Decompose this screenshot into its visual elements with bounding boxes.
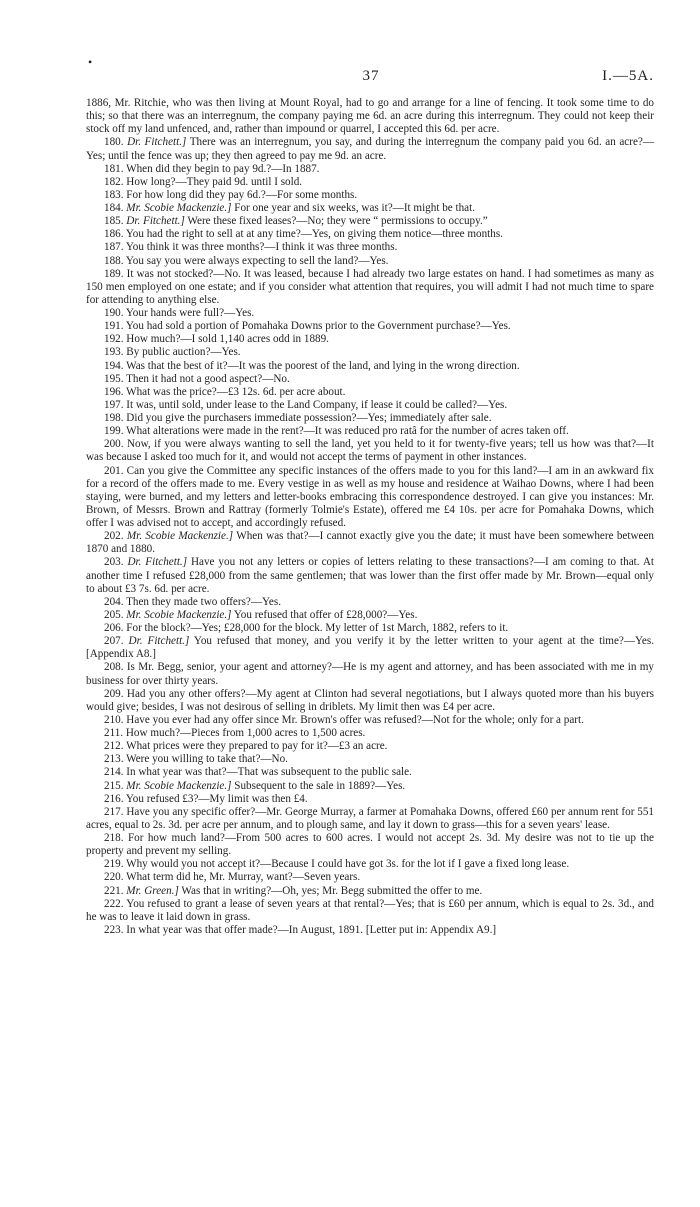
- question-number: 189.: [104, 267, 124, 280]
- testimony-paragraph: [86, 806, 654, 832]
- question-number: 197.: [104, 398, 124, 411]
- testimony-paragraph: [86, 793, 654, 806]
- testimony-text: For how much land?—From 500 acres to 600 acres. I would not accept 2s. 3d. My desire was not to tie up the property and prevent my selling.: [86, 832, 654, 858]
- testimony-paragraph: [86, 320, 654, 333]
- question-number: 190.: [104, 307, 124, 319]
- question-number: 217.: [104, 805, 124, 818]
- testimony-paragraph: [86, 530, 654, 556]
- testimony-paragraph: [86, 189, 654, 202]
- testimony-text: Have you ever had any offer since Mr. Brown's offer was refused?—Not for the whole; only for a part.: [126, 713, 584, 726]
- speaker-name: Mr. Green.]: [126, 884, 179, 897]
- testimony-text: How long?—They paid 9d. until I sold.: [126, 175, 303, 188]
- testimony-paragraph: [86, 753, 654, 766]
- question-number: 204.: [104, 595, 124, 608]
- testimony-paragraph: [86, 136, 654, 162]
- speaker-name: Mr. Scobie Mackenzie.]: [126, 530, 234, 543]
- page-mark: •: [88, 55, 93, 69]
- testimony-paragraph: [86, 228, 654, 241]
- question-number: 186.: [104, 228, 124, 241]
- testimony-paragraph: [86, 386, 654, 399]
- testimony-text: Was that the best of it?—It was the poorest of the land, and lying in the wrong direction.: [126, 359, 520, 372]
- testimony-text: It was, until sold, under lease to the Land Company, if lease it could be called?—Yes.: [126, 398, 508, 411]
- testimony-text: Was that in writing?—Oh, yes; Mr. Begg submitted the offer to me.: [181, 884, 483, 897]
- testimony-paragraph: [86, 556, 654, 595]
- testimony-text: What term did he, Mr. Murray, want?—Seven years.: [126, 871, 361, 884]
- testimony-paragraph: [86, 176, 654, 189]
- testimony-paragraph: [86, 255, 654, 268]
- speaker-name: Mr. Scobie Mackenzie.]: [126, 202, 232, 214]
- speaker-name: Mr. Scobie Mackenzie.]: [126, 779, 232, 792]
- testimony-paragraph: [86, 438, 654, 464]
- question-number: 218.: [104, 832, 124, 844]
- testimony-paragraph: [86, 740, 654, 753]
- testimony-text: You refused to grant a lease of seven years at that rental?—Yes; that is £60 per annum, which is equal to 2s. 3d., and he was to leave it laid down in grass.: [86, 897, 654, 923]
- testimony-paragraph: [86, 241, 654, 254]
- testimony-paragraph: [86, 688, 654, 714]
- question-number: 202.: [104, 530, 124, 543]
- question-number: 195.: [104, 372, 124, 385]
- testimony-text: What prices were they prepared to pay for it?—£3 an acre.: [126, 740, 388, 753]
- question-number: 215.: [104, 779, 124, 792]
- testimony-text: You refused £3?—My limit was then £4.: [125, 792, 308, 805]
- question-number: 221.: [104, 884, 124, 897]
- testimony-text: 1886, Mr. Ritchie, who was then living at Mount Royal, had to go and arrange for a line of fencing. It took some time to do this; so that there was an interregnum, the company paying me 6d. an acre during this interregnum. They could not keep their stock off my land unfenced, and, rather than impound or quarrel, I accepted this 6d. per acre.: [86, 97, 654, 136]
- question-number: 212.: [104, 740, 124, 753]
- testimony-text: Is Mr. Begg, senior, your agent and attorney?—He is my agent and attorney, and has been associated with me in my business for over thirty years.: [86, 661, 654, 687]
- question-number: 193.: [104, 346, 124, 359]
- testimony-text: Now, if you were always wanting to sell the land, yet you held to it for twenty-five years; tell us how was that?—It was because I asked too much for it, and would not accept the terms of payment in other instances.: [86, 438, 654, 464]
- question-number: 216.: [104, 792, 124, 805]
- testimony-paragraph: [86, 622, 654, 635]
- document-reference: I.—5A.: [602, 68, 654, 84]
- speaker-name: Dr. Fitchett.]: [126, 215, 185, 228]
- question-number: 208.: [104, 661, 124, 674]
- testimony-text: Were these fixed leases?—No; they were “ permissions to occupy.”: [187, 215, 488, 228]
- testimony-paragraph: [86, 307, 654, 320]
- testimony-text: How much?—I sold 1,140 acres odd in 1889.: [126, 333, 329, 346]
- testimony-text: Have you any specific offer?—Mr. George Murray, a farmer at Pomahaka Downs, offered £60 per annum rent for 551 acres, equal to 2s. 3d. per acre per annum, and to plough same, and lay it down to grass—this for a seven years' lease.: [86, 805, 654, 831]
- testimony-paragraph: [86, 661, 654, 687]
- testimony-text: You had sold a portion of Pomahaka Downs prior to the Government purchase?—Yes.: [125, 320, 511, 333]
- testimony-paragraph: [86, 832, 654, 858]
- question-number: 192.: [104, 333, 124, 346]
- testimony-text: There was an interregnum, you say, and during the interregnum the company paid you 6d. an acre?—Yes; until the fence was up; they then agreed to pay me 9d. an acre.: [86, 136, 654, 162]
- testimony-text: How much?—Pieces from 1,000 acres to 1,500 acres.: [125, 727, 366, 739]
- question-number: 205.: [104, 608, 124, 621]
- testimony-text: You had the right to sell at at any time?—Yes, on giving them notice—three months.: [125, 228, 503, 241]
- question-number: 200.: [104, 438, 124, 451]
- question-number: 210.: [104, 713, 124, 726]
- question-number: 207.: [104, 635, 124, 648]
- testimony-text: For how long did they pay 6d.?—For some months.: [126, 188, 358, 201]
- testimony-paragraph: [86, 714, 654, 727]
- question-number: 182.: [104, 175, 124, 188]
- testimony-paragraph: [86, 425, 654, 438]
- testimony-paragraph: [86, 635, 654, 661]
- testimony-paragraph: [86, 871, 654, 884]
- testimony-text: Have you not any letters or copies of letters relating to these transactions?—I am coming to that. At another time I refused £28,000 from the same gentlemen; that was lower than the first offer made by Mr. Brown—equal only to about £3 7s. 6d. per acre.: [86, 556, 654, 595]
- question-number: 187.: [104, 241, 124, 254]
- question-number: 199.: [104, 425, 124, 438]
- testimony-text: Then they made two offers?—Yes.: [126, 595, 282, 608]
- testimony-body: [86, 97, 654, 937]
- testimony-text: Were you willing to take that?—No.: [126, 753, 288, 766]
- testimony-text: It was not stocked?—No. It was leased, because I had already two large estates on hand. I had sometimes as many as 150 men employed on one estate; and if you consider what attention that requires, you will admit I had not much time to spare for attending to anything else.: [86, 267, 654, 306]
- question-number: 191.: [104, 320, 124, 333]
- testimony-text: In what year was that?—That was subsequent to the public sale.: [126, 766, 412, 779]
- testimony-text: You say you were always expecting to sell the land?—Yes.: [125, 254, 389, 267]
- question-number: 209.: [104, 687, 124, 700]
- testimony-paragraph: [86, 346, 654, 359]
- question-number: 194.: [104, 359, 124, 372]
- testimony-paragraph: [86, 163, 654, 176]
- testimony-text: Did you give the purchasers immediate possession?—Yes; immediately after sale.: [126, 412, 492, 424]
- testimony-text: Can you give the Committee any specific instances of the offers made to you for this land?—I am in an awkward fix for a record of the offers made to me. Every vestige in as well as my house and residence at Waihao Downs, where I had been staying, were burned, and my letters and letter-books embracing this correspondence destroyed. I can give you instances: Mr. Brown, of Messrs. Brown and Rattray (formerly Tolmie's Estate), offered me £4 10s. per acre for Pomahaka Downs, which offer I was advised not to accept, and accordingly refused.: [86, 464, 654, 529]
- testimony-text: Then it had not a good aspect?—No.: [126, 372, 290, 385]
- testimony-paragraph: [86, 373, 654, 386]
- page-number: 37: [362, 68, 380, 84]
- testimony-paragraph: [86, 727, 654, 740]
- testimony-text: Why would you not accept it?—Because I could have got 3s. for the lot if I gave a fixed long lease.: [126, 858, 570, 871]
- testimony-text: Had you any other offers?—My agent at Clinton had several negotiations, but I always quoted more than his buyers would give; besides, I was not desirous of selling in driblets. My limit then was £4 per acre.: [86, 687, 654, 713]
- question-number: 203.: [104, 556, 124, 569]
- testimony-paragraph: [86, 898, 654, 924]
- testimony-text: When was that?—I cannot exactly give you the date; it must have been somewhere between 1870 and 1880.: [86, 530, 654, 556]
- question-number: 198.: [104, 412, 124, 424]
- speaker-name: Dr. Fitchett.]: [127, 136, 187, 149]
- testimony-text: You refused that money, and you verify it by the letter written to your agent at the time?—Yes. [Appendix A8.]: [86, 635, 654, 661]
- question-number: 219.: [104, 858, 124, 871]
- question-number: 185.: [104, 215, 124, 228]
- speaker-name: Dr. Fitchett.]: [127, 556, 188, 569]
- question-number: 206.: [104, 622, 124, 634]
- question-number: 222.: [104, 897, 124, 910]
- question-number: 213.: [104, 753, 124, 766]
- testimony-text: Subsequent to the sale in 1889?—Yes.: [234, 779, 406, 792]
- question-number: 214.: [104, 766, 124, 779]
- testimony-paragraph: [86, 766, 654, 779]
- testimony-paragraph: [86, 215, 654, 228]
- testimony-paragraph: [86, 333, 654, 346]
- testimony-text: What was the price?—£3 12s. 6d. per acre about.: [126, 385, 346, 398]
- testimony-text: For the block?—Yes; £28,000 for the block. My letter of 1st March, 1882, refers to it.: [126, 622, 509, 634]
- speaker-name: Dr. Fitchett.]: [128, 635, 190, 648]
- testimony-paragraph: [86, 360, 654, 373]
- question-number: 180.: [104, 136, 124, 149]
- speaker-name: Mr. Scobie Mackenzie.]: [126, 608, 232, 621]
- question-number: 181.: [104, 162, 124, 175]
- testimony-paragraph: [86, 924, 654, 937]
- testimony-text: You think it was three months?—I think it was three months.: [125, 241, 398, 254]
- testimony-text: You refused that offer of £28,000?—Yes.: [233, 608, 418, 621]
- testimony-paragraph: [86, 97, 654, 136]
- testimony-text: By public auction?—Yes.: [126, 346, 241, 359]
- question-number: 220.: [104, 871, 124, 884]
- testimony-paragraph: [86, 596, 654, 609]
- testimony-paragraph: [86, 858, 654, 871]
- testimony-text: When did they begin to pay 9d.?—In 1887.: [126, 162, 320, 175]
- question-number: 183.: [104, 188, 124, 201]
- testimony-paragraph: [86, 465, 654, 531]
- question-number: 201.: [104, 464, 124, 477]
- testimony-paragraph: [86, 609, 654, 622]
- testimony-paragraph: [86, 268, 654, 307]
- testimony-paragraph: [86, 399, 654, 412]
- testimony-text: What alterations were made in the rent?—It was reduced pro ratâ for the number of acres taken off.: [126, 425, 569, 438]
- question-number: 211.: [104, 727, 124, 739]
- question-number: 223.: [104, 923, 124, 936]
- question-number: 184.: [104, 202, 124, 214]
- testimony-text: In what year was that offer made?—In August, 1891. [Letter put in: Appendix A9.]: [126, 923, 497, 936]
- testimony-paragraph: [86, 412, 654, 425]
- question-number: 196.: [104, 385, 124, 398]
- testimony-paragraph: [86, 780, 654, 793]
- testimony-paragraph: [86, 885, 654, 898]
- testimony-text: For one year and six weeks, was it?—It might be that.: [234, 202, 475, 214]
- page-header: [88, 68, 654, 88]
- question-number: 188.: [104, 254, 124, 267]
- testimony-text: Your hands were full?—Yes.: [125, 307, 255, 319]
- testimony-paragraph: [86, 202, 654, 215]
